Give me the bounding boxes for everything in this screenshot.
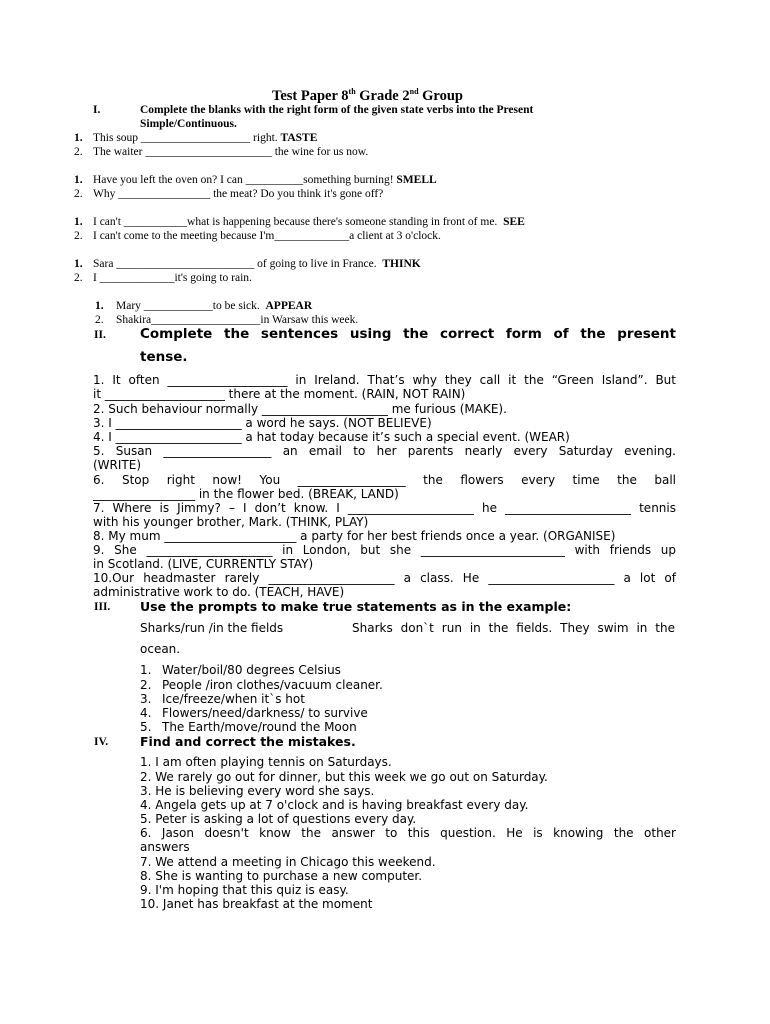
list-item-number: 2. xyxy=(140,678,152,692)
exercise-line xyxy=(93,216,525,228)
prompt-item: People /iron clothes/vacuum cleaner. xyxy=(162,678,383,692)
exercise-line xyxy=(93,132,317,144)
mistake-sentence: 4. Angela gets up at 7 o'clock and is having breakfast every day. xyxy=(140,798,529,812)
item-number: 1. xyxy=(74,132,83,144)
verb-keyword: THINK xyxy=(382,258,421,270)
list-item-number: 3. xyxy=(140,692,152,706)
exercise-text: I can't come to the meeting because I'm_____________a client at 3 o'clock. xyxy=(93,230,441,242)
exercise-line xyxy=(93,188,383,200)
item-number: 2. xyxy=(74,188,83,200)
mistake-sentence: 3. He is believing every word she says. xyxy=(140,784,375,798)
item-number: 1. xyxy=(74,258,83,270)
title-text: Grade 2 xyxy=(355,88,410,104)
item-number: 2. xyxy=(74,272,83,284)
list-item-number: 4. xyxy=(140,706,152,720)
sentence-line-text: 1. It often ____________________ in Ireland. That’s why they call it the “Green Island”. But xyxy=(93,373,676,387)
sentence-line-text: 9. She _____________________ in London, but she ________________________ with friends up xyxy=(93,543,676,557)
exercise-text: Why ________________ the meat? Do you think it's gone off? xyxy=(93,188,384,200)
mistake-sentence: 1. I am often playing tennis on Saturdays. xyxy=(140,755,392,769)
heading-line: Complete the sentences using the correct form of the present xyxy=(140,326,676,342)
prompt-item: Flowers/need/darkness/ to survive xyxy=(162,706,368,720)
prompt-item: Water/boil/80 degrees Celsius xyxy=(162,663,341,677)
sentence-line xyxy=(93,501,676,515)
exercise-text: Mary ____________to be sick. xyxy=(116,300,266,312)
title-superscript: nd xyxy=(409,87,419,97)
exercise-line xyxy=(93,146,368,158)
title-text: Group xyxy=(418,88,463,104)
exercise-text: Sara ________________________ of going to live in France. xyxy=(93,258,383,270)
exercise-line xyxy=(93,258,421,270)
sentence-line: _________________ in the flower bed. (BREAK, LAND) xyxy=(93,487,399,501)
section-heading: tense. xyxy=(140,349,188,365)
exercise-line xyxy=(93,174,437,186)
exercise-line xyxy=(93,272,252,284)
item-number: 1. xyxy=(74,216,83,228)
exercise-text: Have you left the oven on? I can __________something burning! xyxy=(93,174,397,186)
sentence-line: with his younger brother, Mark. (THINK, PLAY) xyxy=(93,515,369,529)
sentence-line xyxy=(93,473,676,487)
sentence-line: administrative work to do. (TEACH, HAVE) xyxy=(93,585,345,599)
section-number: II. xyxy=(94,329,106,341)
example-prompt: Sharks/run /in the fields xyxy=(140,621,284,635)
list-item-number: 5. xyxy=(140,720,152,734)
sentence-line-text: 7. Where is Jimmy? – I don’t know. I _____________________ he _____________________ tennis xyxy=(93,501,676,515)
item-number: 1. xyxy=(95,300,104,312)
item-number: 2. xyxy=(74,146,83,158)
example-answer xyxy=(352,621,675,635)
exercise-text: The waiter ______________________ the wine for us now. xyxy=(93,146,369,158)
sentence-line-text: 10.Our headmaster rarely _____________________ a class. He _____________________ a lot of xyxy=(93,571,676,585)
verb-keyword: TASTE xyxy=(280,132,318,144)
sentence-line: 4. I _____________________ a hat today because it’s such a special event. (WEAR) xyxy=(93,430,570,444)
sentence-line: it ____________________ there at the moment. (RAIN, NOT RAIN) xyxy=(93,387,466,401)
section-instruction: Simple/Continuous. xyxy=(140,118,237,130)
mistake-sentence: answers xyxy=(140,840,190,854)
exercise-text: I _____________it's going to rain. xyxy=(93,272,252,284)
verb-keyword: APPEAR xyxy=(265,300,313,312)
sentence-line xyxy=(93,373,676,387)
exercise-line xyxy=(116,314,358,326)
mistake-sentence-text: 6. Jason doesn't know the answer to this question. He is knowing the other xyxy=(140,826,676,840)
sentence-line xyxy=(93,571,676,585)
title-text: Test Paper 8 xyxy=(272,88,349,104)
sentence-line: (WRITE) xyxy=(93,458,142,472)
section-number: III. xyxy=(94,601,111,613)
item-number: 2. xyxy=(74,230,83,242)
section-instruction: Complete the blanks with the right form of the given state verbs into the Present xyxy=(140,104,534,116)
section-heading: Use the prompts to make true statements as in the example: xyxy=(140,599,572,614)
sentence-line-text: 5. Susan __________________ an email to her parents nearly every Saturday evening. xyxy=(93,444,676,458)
sentence-line: 3. I _____________________ a word he says. (NOT BELIEVE) xyxy=(93,416,432,430)
title-superscript: th xyxy=(348,87,356,97)
mistake-sentence: 10. Janet has breakfast at the moment xyxy=(140,897,373,911)
section-number: IV. xyxy=(94,736,109,748)
item-number: 1. xyxy=(74,174,83,186)
sentence-line-text: 6. Stop right now! You __________________ the flowers every time the ball xyxy=(93,473,676,487)
sentence-line: 8. My mum ______________________ a party for her best friends once a year. (ORGANISE) xyxy=(93,529,616,543)
exercise-line xyxy=(116,300,312,312)
sentence-line: 2. Such behaviour normally _____________________ me furious (MAKE). xyxy=(93,402,507,416)
section-number: I. xyxy=(93,104,101,116)
exercise-line xyxy=(93,230,441,242)
exercise-text: I can't ___________what is happening because there's someone standing in front of me. xyxy=(93,216,504,228)
sentence-line: in Scotland. (LIVE, CURRENTLY STAY) xyxy=(93,557,314,571)
example-answer-line: Sharks don`t run in the fields. They swim in the xyxy=(352,621,675,635)
exercise-text: Shakira___________________in Warsaw this week. xyxy=(116,314,359,326)
exercise-text: This soup ___________________ right. xyxy=(93,132,281,144)
verb-keyword: SEE xyxy=(503,216,525,228)
sentence-line xyxy=(93,444,676,458)
section-heading xyxy=(140,326,676,342)
mistake-sentence: 7. We attend a meeting in Chicago this weekend. xyxy=(140,855,436,869)
mistake-sentence: 8. She is wanting to purchase a new computer. xyxy=(140,869,423,883)
mistake-sentence: 9. I'm hoping that this quiz is easy. xyxy=(140,883,349,897)
mistake-sentence: 2. We rarely go out for dinner, but this week we go out on Saturday. xyxy=(140,770,548,784)
mistake-sentence: 5. Peter is asking a lot of questions every day. xyxy=(140,812,417,826)
verb-keyword: SMELL xyxy=(396,174,437,186)
sentence-line xyxy=(93,543,676,557)
prompt-item: The Earth/move/round the Moon xyxy=(162,720,357,734)
page-title xyxy=(272,88,463,105)
mistake-sentence xyxy=(140,826,676,840)
example-answer: ocean. xyxy=(140,642,181,656)
item-number: 2. xyxy=(95,314,104,326)
list-item-number: 1. xyxy=(140,663,152,677)
prompt-item: Ice/freeze/when it`s hot xyxy=(162,692,305,706)
section-heading: Find and correct the mistakes. xyxy=(140,734,356,749)
